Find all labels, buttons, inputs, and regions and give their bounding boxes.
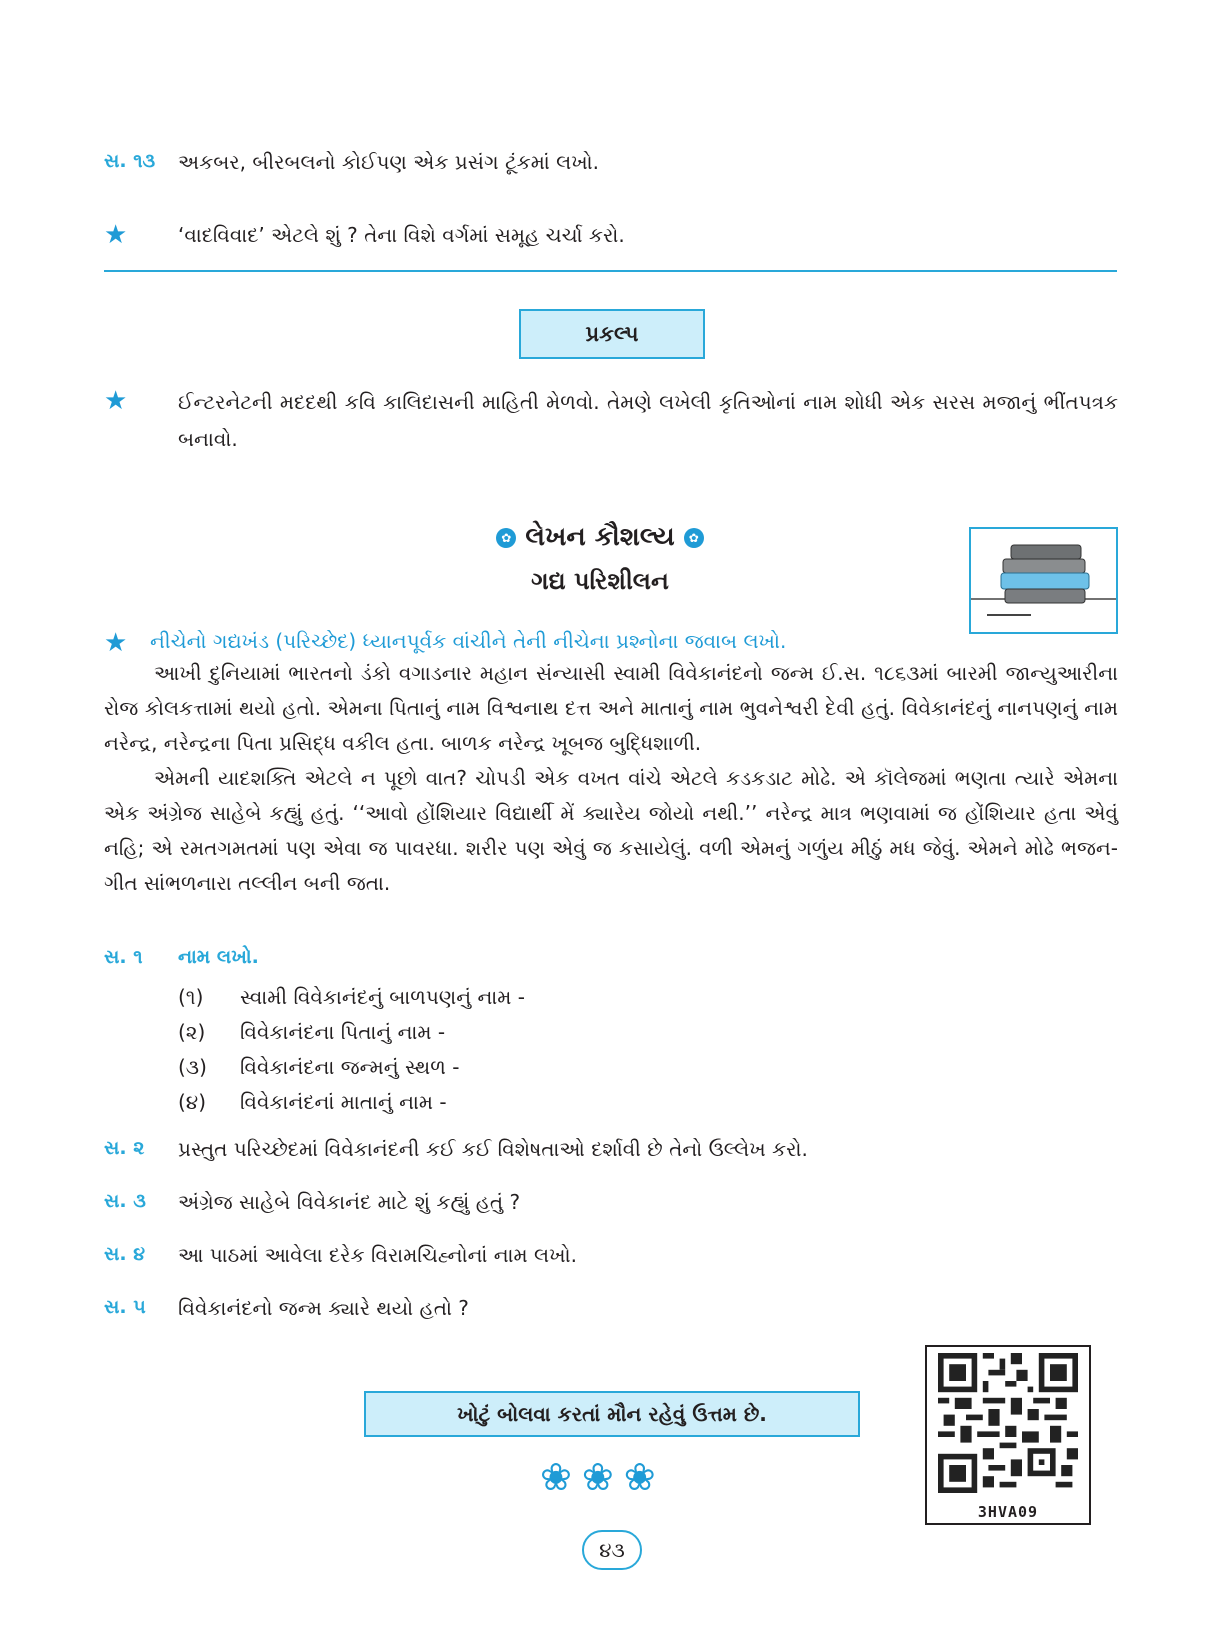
passage-paragraph-1: આખી દુનિયામાં ભારતનો ડંકો વગાડનાર મહાન સંન્યાસી સ્વામી વિવેકાનંદનો જન્મ ઈ.સ. ૧૮૬૩માં બારમી જાન્યુઆરીના રોજ કોલકત્તામાં થયો હતો. એમના પિતાનું નામ વિશ્વનાથ દત્ત અને માતાનું નામ ભુવનેશ્વરી દેવી હતું. વિવેકાનંદનું નાનપણનું નામ નરેન્દ્ર, નરેન્દ્રના પિતા પ્રસિદ્ધ વકીલ હતા. બાળક નરેન્દ્ર ખૂબજ બુદ્ધિશાળી.: [104, 661, 1118, 755]
q1-item-text: વિવેકાનંદના પિતાનું નામ -: [240, 1020, 446, 1044]
question-4-text: આ પાઠમાં આવેલા દરેક વિરામચિહ્નોનાં નામ લખો.: [178, 1243, 577, 1267]
q1-item-number: (૨): [178, 1020, 206, 1044]
q1-item-number: (૧): [178, 985, 204, 1009]
books-illustration: [969, 527, 1118, 634]
question-number-13: સ. ૧૩: [104, 150, 156, 172]
page-number: [582, 1530, 642, 1570]
question-number-1: સ. ૧: [104, 946, 143, 968]
passage: [104, 656, 1118, 901]
flower-icon: ❀: [540, 1455, 582, 1499]
star-icon: ★: [104, 220, 128, 250]
star-icon: ★: [104, 386, 128, 416]
qr-code-icon: [933, 1353, 1083, 1493]
motto-box: [364, 1391, 860, 1437]
q1-item-text: વિવેકાનંદનાં માતાનું નામ -: [240, 1090, 447, 1114]
decorative-flowers: [540, 1455, 680, 1499]
q1-item-text: વિવેકાનંદના જન્મનું સ્થળ -: [240, 1055, 460, 1079]
question-5-text: વિવેકાનંદનો જન્મ ક્યારે થયો હતો ?: [178, 1296, 469, 1320]
books-icon: [971, 529, 1116, 632]
question-number-4: સ. ૪: [104, 1243, 146, 1265]
flower-bullet-icon: ✿: [684, 528, 704, 548]
motto-text: ખોટું બોલવા કરતાં મૌન રહેવું ઉત્તમ છે.: [457, 1402, 767, 1426]
question-number-5: સ. ૫: [104, 1296, 146, 1318]
q1-item-number: (૪): [178, 1090, 207, 1114]
section-divider: [104, 270, 1117, 272]
instruction-text: નીચેનો ગદ્યખંડ (પરિચ્છેદ) ધ્યાનપૂર્વક વાંચીને તેની નીચેના પ્રશ્નોના જવાબ લખો.: [150, 629, 787, 653]
q1-item-number: (૩): [178, 1055, 207, 1079]
passage-paragraph-2: એમની યાદશક્તિ એટલે ન પૂછો વાત? ચોપડી એક વખત વાંચે એટલે કડકડાટ મોઢે. એ કૉલેજમાં ભણતા ત્યારે એમના એક અંગ્રેજ સાહેબે કહ્યું હતું. ‘‘આવો હોંશિયાર વિદ્યાર્થી મેં ક્યારેય જોયો નથી.’’ નરેન્દ્ર માત્ર ભણવામાં જ હોંશિયાર હતા એવું નહિ; એ રમતગમતમાં પણ એવા જ પાવરધા. શરીર પણ એવું જ કસાયેલું. વળી એમનું ગળુંય મીઠું મધ જેવું. એમને મોઢે ભજન-ગીત સાંભળનારા તલ્લીન બની જતા.: [104, 766, 1118, 895]
writing-skill-heading: [450, 522, 750, 553]
question-3-text: અંગ્રેજ સાહેબે વિવેકાનંદ માટે શું કહ્યું હતું ?: [178, 1190, 521, 1214]
flower-icon: ❀: [581, 1455, 624, 1499]
question-number-2: સ. ૨: [104, 1137, 145, 1159]
project-title-box: [519, 309, 705, 359]
flower-icon: ❀: [623, 1455, 666, 1499]
project-title: પ્રકલ્પ: [585, 321, 639, 346]
question-number-3: સ. ૩: [104, 1190, 146, 1212]
prose-study-subtitle: ગદ્ય પરિશીલન: [531, 567, 669, 595]
writing-skill-title: લેખન કૌશલ્ય: [525, 522, 675, 552]
question-2-text: પ્રસ્તુત પરિચ્છેદમાં વિવેકાનંદની કઈ કઈ વિશેષતાઓ દર્શાવી છે તેનો ઉલ્લેખ કરો.: [178, 1137, 808, 1161]
question-1-title: નામ લખો.: [178, 946, 259, 968]
star-icon: ★: [104, 628, 128, 658]
q1-item-text: સ્વામી વિવેકાનંદનું બાળપણનું નામ -: [240, 985, 525, 1009]
qr-code-label: 3HVA09: [977, 1503, 1039, 1521]
project-text: ઈન્ટરનેટની મદદથી કવિ કાલિદાસની માહિતી મેળવો. તેમણે લખેલી કૃતિઓનાં નામ શોધી એક સરસ મજાનું ભીંતપત્રક બનાવો.: [178, 390, 1118, 451]
debate-question-text: ‘વાદવિવાદ’ એટલે શું ? તેના વિશે વર્ગમાં સમૂહ ચર્ચા કરો.: [178, 223, 625, 247]
flower-bullet-icon: ✿: [496, 528, 516, 548]
question-13-text: અકબર, બીરબલનો કોઈપણ એક પ્રસંગ ટૂંકમાં લખો.: [178, 150, 599, 174]
page-number-text: ૪૩: [599, 1538, 625, 1562]
qr-code[interactable]: [925, 1345, 1091, 1525]
